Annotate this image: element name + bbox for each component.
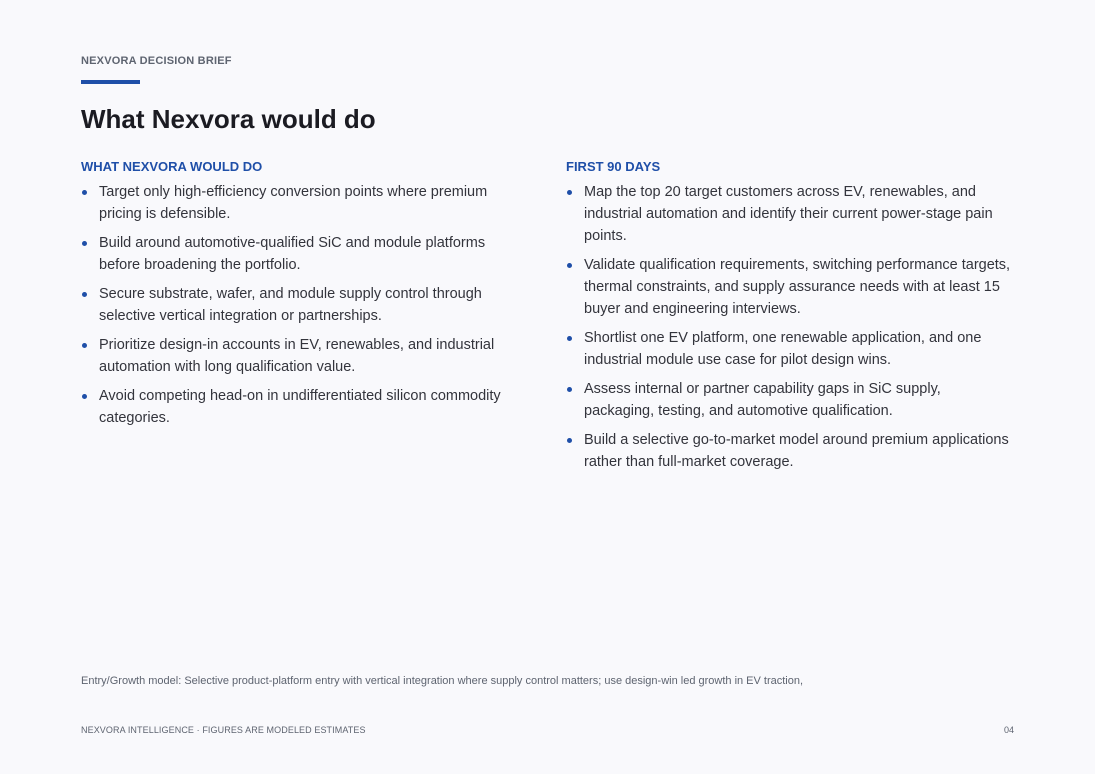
- bullet-dot-icon: [567, 263, 572, 268]
- section-heading: WHAT NEXVORA WOULD DO: [81, 159, 263, 174]
- list-item-text: Avoid competing head-on in undifferentiated silicon commodity categories.: [99, 388, 501, 426]
- what-nexvora-would-do-section: [81, 158, 521, 436]
- bullet-dot-icon: [567, 336, 572, 341]
- list-item-text: Build around automotive-qualified SiC and module platforms before broadening the portfolio.: [99, 235, 486, 273]
- footer-source: NEXVORA INTELLIGENCE · FIGURES ARE MODELED ESTIMATES: [81, 725, 366, 735]
- list-item-text: Map the top 20 target customers across EV, renewables, and industrial automation and identify their current power-stage pain points.: [584, 184, 993, 244]
- bullet-dot-icon: [82, 241, 87, 246]
- list-item-text: Assess internal or partner capability gaps in SiC supply, packaging, testing, and automotive qualification.: [584, 381, 941, 419]
- list-item: [81, 232, 521, 276]
- bullet-list: [566, 181, 1014, 473]
- list-item: [566, 181, 1014, 247]
- list-item-text: Target only high-efficiency conversion points where premium pricing is defensible.: [99, 184, 488, 222]
- bullet-dot-icon: [567, 438, 572, 443]
- list-item: [81, 334, 521, 378]
- list-item-text: Shortlist one EV platform, one renewable application, and one industrial module use case for pilot design wins.: [584, 330, 982, 368]
- section-heading: FIRST 90 DAYS: [566, 159, 661, 174]
- bullet-dot-icon: [567, 387, 572, 392]
- accent-bar: [81, 80, 140, 84]
- eyebrow-label: NEXVORA DECISION BRIEF: [81, 55, 232, 67]
- page-number: 04: [1003, 725, 1014, 735]
- list-item-text: Prioritize design-in accounts in EV, renewables, and industrial automation with long qualification value.: [99, 337, 495, 375]
- list-item: [566, 378, 1014, 422]
- bullet-dot-icon: [82, 394, 87, 399]
- list-item: [81, 385, 521, 429]
- bullet-list: [81, 181, 521, 429]
- list-item: [81, 283, 521, 327]
- list-item-text: Secure substrate, wafer, and module supply control through selective vertical integration or partnerships.: [99, 286, 482, 324]
- bullet-dot-icon: [567, 190, 572, 195]
- bullet-dot-icon: [82, 190, 87, 195]
- first-90-days-section: [566, 158, 1014, 480]
- list-item: [566, 254, 1014, 320]
- bullet-dot-icon: [82, 343, 87, 348]
- footnote: Entry/Growth model: Selective product-platform entry with vertical integration where supply control matters; use design-win led growth in EV traction,: [81, 675, 804, 687]
- page-title: What Nexvora would do: [81, 104, 376, 134]
- bullet-dot-icon: [82, 292, 87, 297]
- list-item: [566, 327, 1014, 371]
- list-item-text: Build a selective go-to-market model around premium applications rather than full-market coverage.: [584, 432, 1009, 470]
- list-item: [566, 429, 1014, 473]
- list-item-text: Validate qualification requirements, switching performance targets, thermal constraints, and supply assurance needs with at least 15 buyer and engineering interviews.: [584, 257, 1011, 317]
- list-item: [81, 181, 521, 225]
